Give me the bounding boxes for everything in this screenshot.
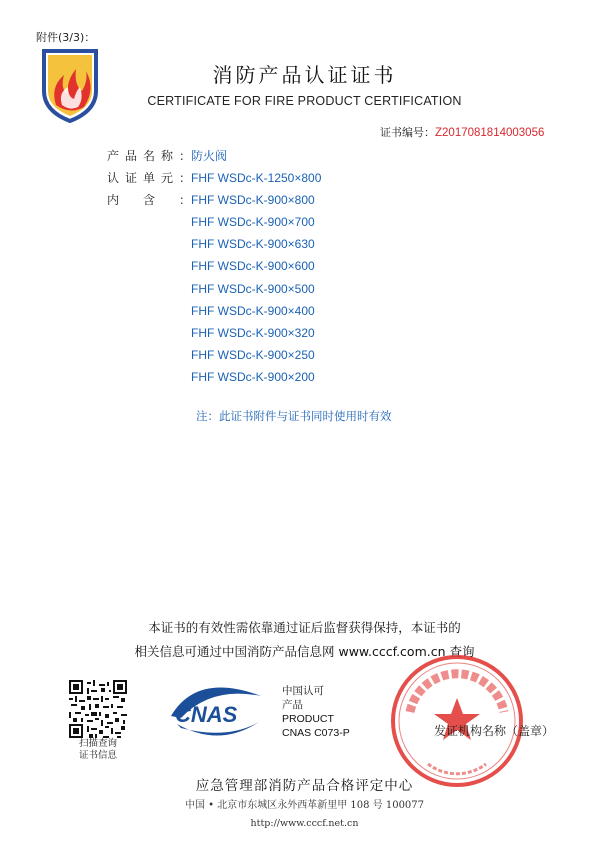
cnas-line-1: 中国认可 [282,685,324,697]
certificate-number-label: 证书编号： [380,126,435,139]
model-item: FHF WSDc-K-900×500 [191,281,315,296]
model-item: FHF WSDc-K-900×250 [191,348,315,363]
seal-caption: 发证机构名称（盖章） [434,724,555,738]
model-item: FHF WSDc-K-900×200 [191,370,315,385]
qr-caption-line-2: 证书信息 [78,750,117,761]
certificate-number [380,124,544,140]
issuer-url[interactable]: http://www.cccf.net.cn [250,818,359,829]
model-item: FHF WSDc-K-900×600 [191,259,315,274]
attachment-label: 附件(3/3)： [36,31,96,44]
model-item: FHF WSDc-K-900×700 [191,215,315,229]
contains-row [107,191,315,207]
cert-unit-value: FHF WSDc-K-1250×800 [191,171,322,185]
cert-unit-row [107,169,321,185]
contains-first-model: FHF WSDc-K-900×800 [191,193,315,207]
product-name-label: 产品名称： [107,149,191,163]
qr-caption-line-1: 扫描查询 [78,738,117,749]
validity-line-2: 相关信息可通过中国消防产品信息网 www.cccf.com.cn 查询 [134,644,475,659]
certificate-number-value: Z2017081814003056 [435,127,545,139]
model-list [191,214,315,392]
cert-unit-label: 认证单元： [107,171,191,185]
qr-code-icon [69,680,127,738]
cnas-line-4: CNAS C073-P [282,727,350,739]
validity-line-1: 本证书的有效性需依靠通过证后监督获得保持，本证书的 [148,620,461,635]
attachment-note: 注：此证书附件与证书同时使用时有效 [196,409,392,423]
model-item: FHF WSDc-K-900×320 [191,325,315,340]
cnas-line-2: 产品 [282,699,303,711]
product-name-value: 防火阀 [191,149,228,163]
model-item: FHF WSDc-K-900×630 [191,237,315,252]
page-subtitle: CERTIFICATE FOR FIRE PRODUCT CERTIFICATION [147,94,462,108]
cnas-logo [167,678,265,742]
issuer-name: 应急管理部消防产品合格评定中心 [195,778,414,794]
cnas-accreditation [282,684,350,740]
qr-caption [56,738,140,762]
model-item: FHF WSDc-K-900×400 [191,303,315,318]
cnas-logo-text: CNAS [175,702,238,727]
cnas-line-3: PRODUCT [282,713,334,725]
issuer-address: 中国 • 北京市东城区永外西革新里甲 108 号 100077 [184,800,425,811]
product-name-row [107,147,227,163]
official-seal [388,652,526,790]
contains-label: 内含： [107,193,191,207]
page-title: 消防产品认证证书 [212,63,397,87]
